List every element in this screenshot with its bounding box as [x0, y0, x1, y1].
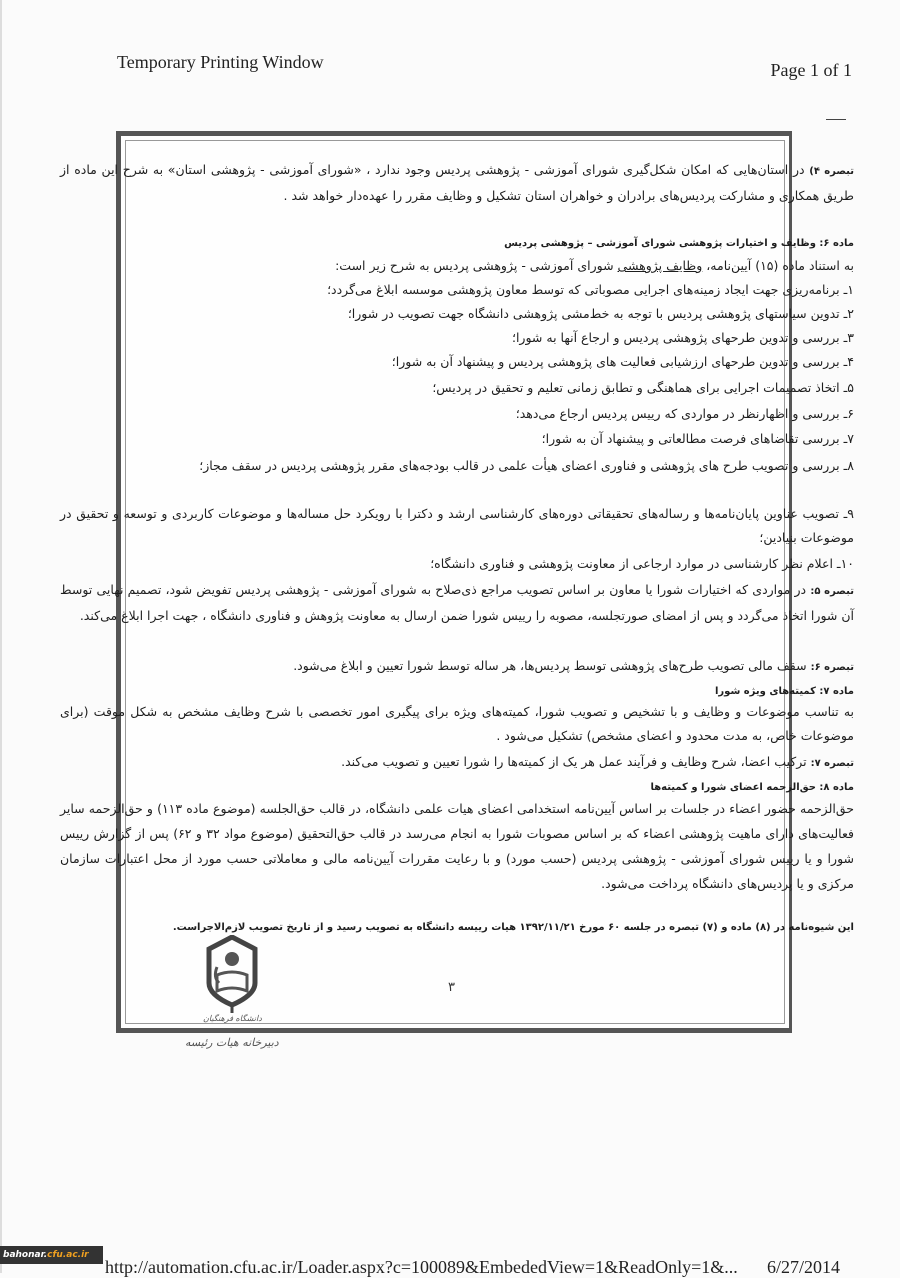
article-6-item-1: ۱ـ برنامه‌ریزی جهت ایجاد زمینه‌های اجرایی مصوباتی که توسط معاون پژوهشی موسسه ابلاغ می‌گردد؛	[327, 282, 854, 297]
article-6-item-6: ۶ـ بررسی و اظهارنظر در مواردی که رییس پردیس ارجاع می‌دهد؛	[515, 406, 854, 421]
watermark-main: bahonar.	[3, 1250, 48, 1260]
note-4-text: در استان‌هایی که امکان شکل‌گیری شورای آموزشی - پژوهشی پردیس وجود ندارد ، «شورای آموزشی - پژوهشی استان» به شرح این ماده از طریق همکاری و مشارکت پردیس‌های برادران و خواهران استان تشکیل و وظایف مقرر را عهده‌دار خواهد شد .	[60, 162, 854, 203]
footer-date: 6/27/2014	[767, 1257, 841, 1277]
approval-note: این شیوه‌نامه در (۸) ماده و (۷) تبصره در جلسه ۶۰ مورخ ۱۳۹۲/۱۱/۲۱ هیات رییسه دانشگاه به تصویب رسید و از تاریخ تصویب لازم‌الاجراست.	[172, 922, 854, 933]
article-6-item-4: ۴ـ بررسی و تدوین طرحهای ارزشیابی فعالیت های پژوهشی پردیس و پیشنهاد آن به شورا؛	[391, 354, 854, 369]
article-6-intro-before: به استناد ماده (۱۵) آیین‌نامه،	[702, 258, 854, 273]
note-7-label: تبصره ۷:	[810, 758, 854, 769]
page-number: ۳	[448, 980, 455, 995]
article-7-heading: ماده ۷: کمیته‌های ویژه شورا	[714, 686, 854, 697]
article-6-heading: ماده ۶: وظایف و اختیارات پژوهشی شورای آموزشی – پژوهشی پردیس	[504, 238, 854, 249]
note-4	[60, 158, 854, 208]
article-6-item-9: ۹ـ تصویب عناوین پایان‌نامه‌ها و رساله‌های تحقیقاتی دوره‌های کارشناسی ارشد و دکترا با رویکرد حل مساله‌ها و موضوعات کاربردی و توسعه و تحقیق در موضوعات بنیادین؛	[60, 506, 854, 545]
article-8-heading: ماده ۸: حق‌الزحمه اعضای شورا و کمیته‌ها	[650, 782, 854, 793]
dash-mark	[826, 119, 846, 120]
watermark-accent: cfu.ac.ir	[47, 1250, 89, 1260]
note-5-label: تبصره ۵:	[810, 586, 854, 597]
article-6-intro	[60, 254, 854, 278]
article-6-intro-after: شورای آموزشی - پژوهشی پردیس به شرح زیر است:	[335, 258, 618, 273]
article-6-item-2: ۲ـ تدوین سیاستهای پژوهشی پردیس با توجه به خط‌مشی پژوهشی دانشگاه جهت تصویب در شورا؛	[347, 306, 854, 321]
note-5-text: در مواردی که اختیارات شورا یا معاون بر اساس تصویب مراجع ذی‌صلاح به شورای آموزشی - پژوهشی پردیس تفویض شود، تصمیم نهایی توسط آن شورا اتخاذ می‌گردد و پس از امضای صورتجلسه، مصوبه را رییس شورا ضمن ارسال به معاونت پژوهش و فناوری دانشگاه ، جهت اجرا ابلاغ می‌کند.	[60, 582, 854, 623]
note-6-label: تبصره ۶:	[810, 662, 854, 673]
logo-caption: دانشگاه فرهنگیان	[203, 1014, 262, 1023]
article-6-item-10: ۱۰ـ اعلام نظر کارشناسی در موارد ارجاعی از معاونت پژوهشی و فناوری دانشگاه؛	[430, 556, 854, 571]
note-4-label: تبصره ۴)	[809, 166, 855, 177]
university-logo-icon	[205, 935, 260, 1025]
note-6-text: سقف مالی تصویب طرح‌های پژوهشی توسط پردیس‌ها، هر ساله توسط شورا تعیین و ابلاغ می‌شود.	[293, 658, 811, 673]
article-6-item-3: ۳ـ بررسی و تدوین طرحهای پژوهشی پردیس و ارجاع آنها به شورا؛	[511, 330, 854, 345]
note-6	[60, 654, 854, 680]
page-count: Page 1 of 1	[770, 60, 852, 80]
article-6-item-5: ۵ـ اتخاذ تصمیمات اجرایی برای هماهنگی و تطابق زمانی تعلیم و تحقیق در پردیس؛	[432, 380, 854, 395]
handwritten-signature: دبیرخانه هیات رئیسه	[185, 1036, 279, 1049]
note-7-text: ترکیب اعضا، شرح وظایف و فرآیند عمل هر یک از کمیته‌ها را شورا تعیین و تصویب می‌کند.	[341, 754, 811, 769]
site-watermark	[0, 1246, 103, 1264]
footer-url: http://automation.cfu.ac.ir/Loader.aspx?c=100089&EmbededView=1&ReadOnly=1&...	[105, 1257, 738, 1277]
print-window-title: Temporary Printing Window	[117, 52, 324, 72]
article-6-item-7: ۷ـ بررسی تقاضاهای فرصت مطالعاتی و پیشنهاد آن به شورا؛	[541, 431, 854, 446]
scan-edge	[0, 0, 2, 1273]
article-8-text: حق‌الزحمه حضور اعضاء در جلسات بر اساس آیین‌نامه استخدامی اعضای هیات علمی دانشگاه، در قالب حق‌الجلسه (موضوع ماده ۱۱۳) و حق‌الزحمه سایر فعالیت‌های دارای ماهیت پژوهشی اعضاء که بر اساس مصوبات شورا به انجام می‌رسد در قالب حق‌التحقیق (موضوع مواد ۳۲ و ۶۲) پس از گزارش رییس شورا و یا رییس شورای آموزشی - پژوهشی پردیس (حسب مورد) و با رعایت مقررات آیین‌نامه مالی و معاملاتی حسب مورد از محل اعتبارات سازمان مرکزی و یا پردیس‌های دانشگاه پرداخت می‌شود.	[60, 801, 855, 891]
article-7-text: به تناسب موضوعات و وظایف و با تشخیص و تصویب شورا، کمیته‌های ویژه برای پیگیری امور تخصصی با شرح وظایف مشخص به شکل موقت (برای موضوعات خاص، به مدت محدود و اعضای مشخص) تشکیل می‌شود .	[60, 704, 854, 743]
article-6-item-8: ۸ـ بررسی و تصویب طرح های پژوهشی و فناوری اعضای هیأت علمی در قالب بودجه‌های مقرر پژوهشی پردیس در سقف مجاز؛	[199, 458, 854, 473]
note-7	[60, 750, 854, 776]
note-5	[60, 578, 854, 628]
article-6-intro-underlined: وظایف پژوهشی	[617, 258, 703, 273]
